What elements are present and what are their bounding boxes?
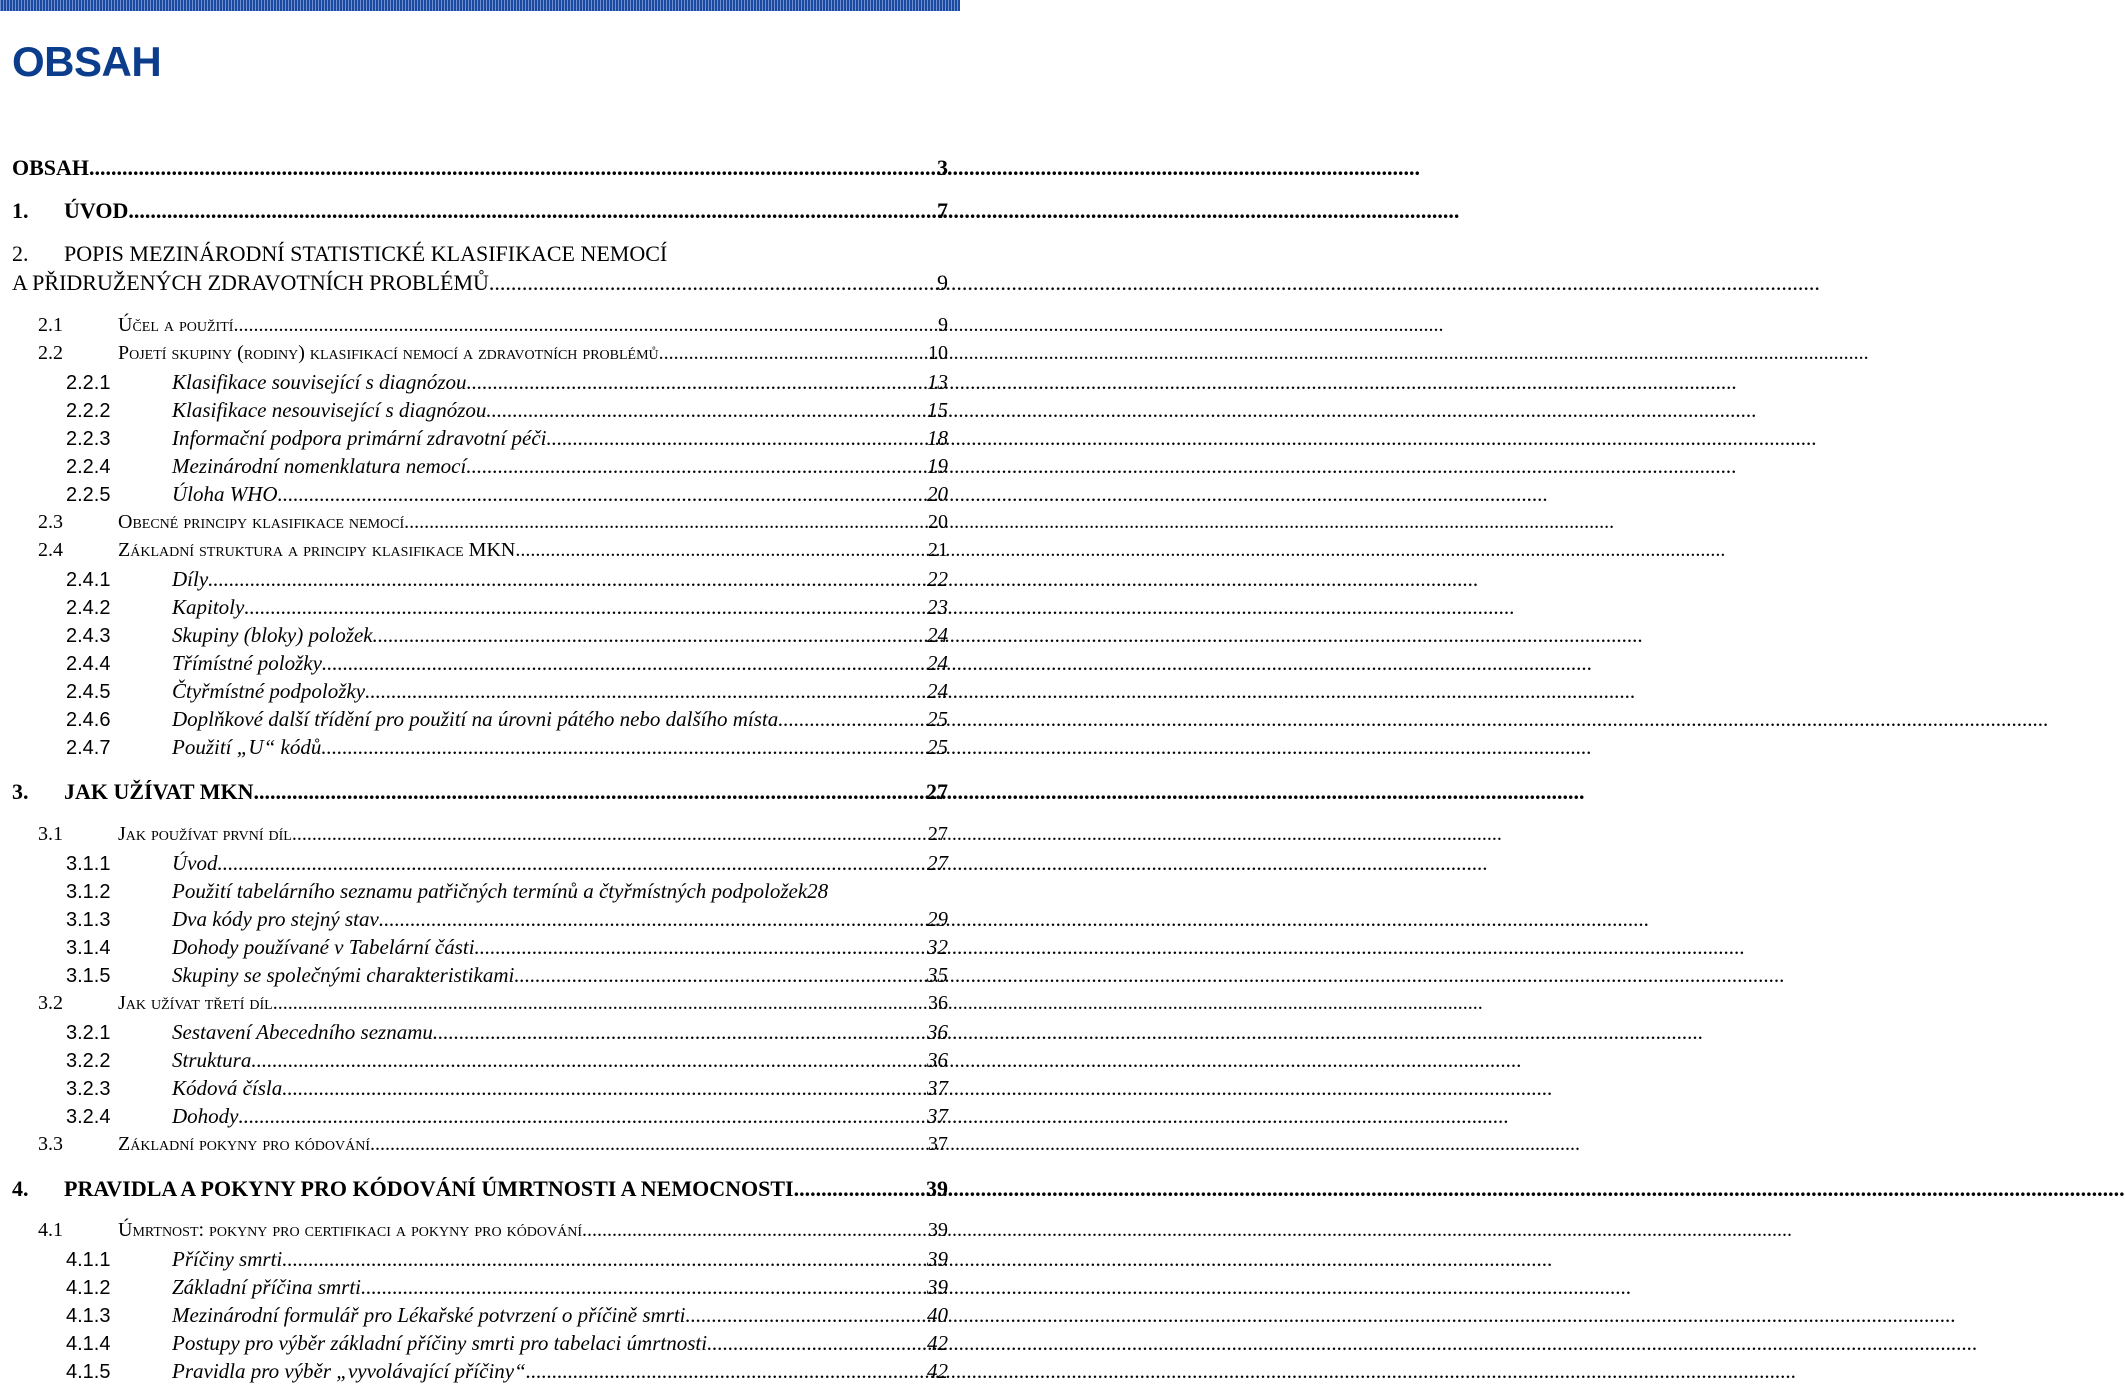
toc-leader-dots: [466, 454, 927, 479]
toc-entry-page: 39: [926, 1176, 948, 1201]
toc-entry-number: 2.4.7: [66, 737, 111, 759]
toc-entry-page: 42: [927, 1359, 948, 1383]
toc-entry-page: 28: [807, 879, 829, 903]
toc-entry-page: 24: [927, 679, 948, 703]
toc-entry-title: Klasifikace nesouvisející s diagnózou: [172, 398, 487, 422]
toc-entry-title: PRAVIDLA A POKYNY PRO KÓDOVÁNÍ ÚMRTNOSTI A NEMOCNOSTI: [64, 1176, 794, 1201]
toc-entry-number: 2.2.3: [66, 428, 111, 450]
toc-leader-dots: [707, 1331, 927, 1356]
toc-entry[interactable]: [38, 1219, 948, 1242]
toc-entry[interactable]: [66, 963, 948, 988]
toc-entry[interactable]: [12, 155, 948, 181]
toc-entry-number: 3.2.2: [66, 1050, 111, 1072]
toc-entry-title: Účel a použití: [118, 314, 234, 336]
toc-entry-title: Dohody používané v Tabelární části: [172, 935, 475, 959]
toc-entry-page: 27: [927, 851, 948, 875]
toc-entry-number: 4.1.2: [66, 1277, 111, 1299]
toc-entry-number: 2.2.1: [66, 372, 111, 394]
toc-leader-dots: [379, 907, 927, 932]
toc-leader-dots: [778, 707, 927, 732]
toc-entry-page: 36: [927, 1048, 948, 1072]
toc-entry-page: 36: [928, 992, 948, 1014]
toc-entry-title: Kódová čísla: [172, 1076, 283, 1100]
toc-entry[interactable]: [66, 1275, 948, 1300]
toc-entry-number: 2.4.3: [66, 625, 111, 647]
toc-entry-title: OBSAH: [12, 155, 90, 180]
toc-entry-number: 3.1.2: [66, 881, 111, 903]
toc-entry[interactable]: [66, 398, 948, 423]
toc-entry-number: 2.4: [38, 539, 63, 561]
toc-entry-title: Klasifikace související s diagnózou: [172, 370, 467, 394]
toc-entry-number: 4.1: [38, 1219, 63, 1241]
toc-entry-title: Čtyřmístné podpoložky: [172, 679, 366, 703]
toc-entry-page: 3: [937, 155, 948, 180]
toc-entry[interactable]: [38, 314, 948, 337]
toc-entry-title: A PŘIDRUŽENÝCH ZDRAVOTNÍCH PROBLÉMŮ: [12, 270, 489, 295]
toc-entry-number: 3.1: [38, 823, 63, 845]
toc-entry-title: Sestavení Abecedního seznamu: [172, 1020, 433, 1044]
toc-entry[interactable]: [66, 651, 948, 676]
toc-entry-number: 2.2.2: [66, 400, 111, 422]
toc-entry-number: 4.1.1: [66, 1249, 111, 1271]
toc-entry[interactable]: [66, 567, 948, 592]
toc-leader-dots: [404, 511, 928, 534]
toc-entry-page: 9: [938, 314, 948, 336]
toc-entry-number: 3.1.1: [66, 853, 111, 875]
toc-entry-title: Mezinárodní formulář pro Lékařské potvrzení o příčině smrti: [172, 1303, 686, 1327]
toc-entry-page: 24: [927, 651, 948, 675]
toc-entry-page: 39: [927, 1275, 948, 1299]
toc-entry[interactable]: [66, 907, 948, 932]
toc-entry-title: Skupiny se společnými charakteristikami: [172, 963, 515, 987]
toc-entry-page: 13: [927, 370, 948, 394]
toc-entry-page: 37: [928, 1133, 948, 1155]
toc-entry-number: 2.2: [38, 342, 63, 364]
toc-entry-title: Kapitoly: [172, 595, 245, 619]
toc-entry[interactable]: [12, 198, 948, 224]
toc-entry-page: 24: [927, 623, 948, 647]
toc-entry-number: 4.1.3: [66, 1305, 111, 1327]
toc-entry-page: 9: [937, 270, 948, 295]
toc-entry[interactable]: [66, 679, 948, 704]
toc-entry-title: Použití tabelárního seznamu patřičných termínů a čtyřmístných podpoložek: [172, 879, 808, 903]
toc-entry[interactable]: [66, 735, 948, 760]
toc-leader-dots: [514, 963, 927, 988]
toc-entry[interactable]: [66, 623, 948, 648]
toc-entry-page: 19: [927, 454, 948, 478]
toc-entry[interactable]: [38, 992, 948, 1015]
toc-entry-number: 2.2.4: [66, 456, 111, 478]
toc-entry[interactable]: [66, 454, 948, 479]
toc-entry-page: 20: [928, 511, 948, 533]
toc-entry-number: 3.3: [38, 1133, 63, 1155]
toc-leader-dots: [489, 270, 937, 296]
toc-entry[interactable]: [66, 1303, 948, 1328]
table-of-contents: [0, 0, 960, 1387]
toc-entry-title: JAK UŽÍVAT MKN: [64, 779, 254, 804]
toc-leader-dots: [282, 1076, 927, 1101]
toc-leader-dots: [486, 398, 927, 423]
toc-entry-title: Jak užívat třetí díl: [118, 992, 273, 1014]
toc-entry-title: Základní příčina smrti: [172, 1275, 362, 1299]
toc-entry-title: Struktura: [172, 1048, 252, 1072]
toc-leader-dots: [218, 851, 928, 876]
toc-leader-dots: [365, 679, 927, 704]
toc-leader-dots: [794, 1176, 926, 1202]
toc-entry-title: Postupy pro výběr základní příčiny smrti pro tabelaci úmrtnosti: [172, 1331, 708, 1355]
toc-entry[interactable]: [66, 1020, 948, 1045]
toc-entry-title: Pojetí skupiny (rodiny) klasifikací nemocí a zdravotních problémů: [118, 342, 659, 364]
toc-entry-number: 3.1.5: [66, 965, 111, 987]
toc-leader-dots: [686, 1303, 928, 1328]
toc-entry-page: 29: [927, 907, 948, 931]
toc-leader-dots: [292, 823, 928, 846]
toc-entry[interactable]: [66, 851, 948, 876]
toc-entry[interactable]: [66, 1331, 948, 1356]
toc-leader-dots: [370, 1133, 928, 1156]
toc-entry[interactable]: [66, 482, 948, 507]
toc-entry-page: 42: [927, 1331, 948, 1355]
toc-entry-page: 21: [928, 539, 948, 561]
toc-entry-title: Informační podpora primární zdravotní péči: [172, 426, 547, 450]
toc-entry[interactable]: [66, 879, 948, 904]
toc-entry[interactable]: [38, 823, 948, 846]
toc-leader-dots: [244, 595, 927, 620]
toc-leader-dots: [467, 370, 927, 395]
toc-entry[interactable]: [66, 707, 948, 732]
toc-entry[interactable]: [66, 370, 948, 395]
toc-entry-page: 40: [927, 1303, 948, 1327]
toc-leader-dots: [659, 342, 928, 365]
toc-entry-continuation[interactable]: [12, 270, 948, 296]
toc-entry-title: Mezinárodní nomenklatura nemocí: [172, 454, 467, 478]
toc-leader-dots: [526, 1359, 927, 1384]
toc-leader-dots: [233, 314, 938, 337]
toc-entry-number: 3.: [12, 779, 29, 804]
toc-leader-dots: [251, 1048, 927, 1073]
toc-entry-page: 36: [927, 1020, 948, 1044]
toc-leader-dots: [361, 1275, 927, 1300]
toc-entry[interactable]: [38, 511, 948, 534]
toc-entry-page: 37: [927, 1104, 948, 1128]
toc-entry-number: 2.4.2: [66, 597, 111, 619]
toc-entry[interactable]: [38, 342, 948, 365]
toc-entry-page: 20: [927, 482, 948, 506]
toc-leader-dots: [278, 482, 927, 507]
toc-leader-dots: [239, 1104, 928, 1129]
toc-entry[interactable]: [66, 1048, 948, 1073]
toc-entry-page: 18: [927, 426, 948, 450]
toc-entry-number: 2.2.5: [66, 484, 111, 506]
toc-leader-dots: [321, 735, 927, 760]
toc-entry-page: 22: [927, 567, 948, 591]
toc-entry-number: 4.1.5: [66, 1361, 111, 1383]
toc-entry-page: 39: [928, 1219, 948, 1241]
toc-entry-title: POPIS MEZINÁRODNÍ STATISTICKÉ KLASIFIKACE NEMOCÍ: [64, 241, 668, 266]
toc-entry-page: 27: [928, 823, 948, 845]
toc-entry-page: 39: [927, 1247, 948, 1271]
toc-entry-number: 4.: [12, 1176, 29, 1201]
toc-entry[interactable]: [66, 1247, 948, 1272]
toc-entry[interactable]: [66, 426, 948, 451]
toc-entry-number: 2.4.1: [66, 569, 111, 591]
toc-entry-page: 7: [937, 198, 948, 223]
toc-entry-number: 2.1: [38, 314, 63, 336]
toc-entry-number: 4.1.4: [66, 1333, 111, 1355]
toc-entry-title: Jak používat první díl: [118, 823, 292, 845]
toc-entry-title: Třímístné položky: [172, 651, 322, 675]
toc-entry-title: Pravidla pro výběr „vyvolávající příčiny“: [172, 1359, 526, 1383]
toc-entry-page: 25: [927, 707, 948, 731]
toc-leader-dots: [253, 779, 926, 805]
toc-entry-page: 15: [927, 398, 948, 422]
toc-leader-dots: [282, 1247, 927, 1272]
toc-entry-number: 2.4.6: [66, 709, 111, 731]
toc-entry-title: Doplňkové další třídění pro použití na úrovni pátého nebo dalšího místa: [172, 707, 779, 731]
toc-entry-title: Příčiny smrti: [172, 1247, 283, 1271]
toc-entry-number: 3.2.3: [66, 1078, 111, 1100]
toc-entry[interactable]: [38, 1133, 948, 1156]
toc-entry-number: 2.3: [38, 511, 63, 533]
toc-entry-title: Dohody: [172, 1104, 239, 1128]
toc-entry-title: Skupiny (bloky) položek: [172, 623, 373, 647]
toc-entry[interactable]: [66, 1076, 948, 1101]
toc-entry-title: Díly: [172, 567, 209, 591]
toc-entry[interactable]: [12, 1176, 948, 1202]
toc-leader-dots: [89, 155, 937, 181]
toc-entry[interactable]: [12, 241, 948, 267]
toc-entry-number: 3.2: [38, 992, 63, 1014]
toc-entry-number: 1.: [12, 198, 29, 223]
toc-entry[interactable]: [38, 539, 948, 562]
toc-entry-page: 25: [927, 735, 948, 759]
toc-entry-title: Úmrtnost: pokyny pro certifikaci a pokyny pro kódování: [118, 1219, 583, 1241]
toc-entry[interactable]: [66, 935, 948, 960]
toc-entry-page: 23: [927, 595, 948, 619]
toc-entry-page: 35: [927, 963, 948, 987]
toc-leader-dots: [373, 623, 927, 648]
toc-leader-dots: [546, 426, 927, 451]
toc-entry-number: 2.: [12, 241, 29, 266]
toc-leader-dots: [128, 198, 937, 224]
toc-entry-title: Dva kódy pro stejný stav: [172, 907, 379, 931]
toc-entry-number: 2.4.4: [66, 653, 111, 675]
toc-entry-title: Základní struktura a principy klasifikace MKN: [118, 539, 516, 561]
toc-entry[interactable]: [66, 1359, 948, 1384]
toc-entry-number: 3.1.4: [66, 937, 111, 959]
toc-entry[interactable]: [66, 1104, 948, 1129]
toc-entry-page: 32: [927, 935, 948, 959]
toc-leader-dots: [273, 992, 928, 1015]
toc-leader-dots: [433, 1020, 927, 1045]
toc-entry[interactable]: [12, 779, 948, 805]
toc-entry-title: Úloha WHO: [172, 482, 278, 506]
toc-entry-number: 3.2.4: [66, 1106, 111, 1128]
toc-entry-number: 2.4.5: [66, 681, 111, 703]
toc-entry-page: 27: [926, 779, 948, 804]
toc-entry-page: 37: [927, 1076, 948, 1100]
toc-leader-dots: [582, 1219, 928, 1242]
toc-entry-title: Použití „U“ kódů: [172, 735, 322, 759]
toc-leader-dots: [322, 651, 927, 676]
toc-leader-dots: [475, 935, 927, 960]
toc-entry-page: 10: [928, 342, 948, 364]
toc-entry-number: 3.2.1: [66, 1022, 111, 1044]
toc-leader-dots: [515, 539, 928, 562]
toc-entry-title: ÚVOD: [64, 198, 129, 223]
toc-entry-title: Úvod: [172, 851, 218, 875]
page-title: OBSAH: [12, 38, 162, 85]
toc-entry-title: Základní pokyny pro kódování: [118, 1133, 370, 1155]
toc-entry[interactable]: [66, 595, 948, 620]
toc-entry-number: 3.1.3: [66, 909, 111, 931]
toc-leader-dots: [208, 567, 927, 592]
toc-entry-title: Obecné principy klasifikace nemocí: [118, 511, 405, 533]
